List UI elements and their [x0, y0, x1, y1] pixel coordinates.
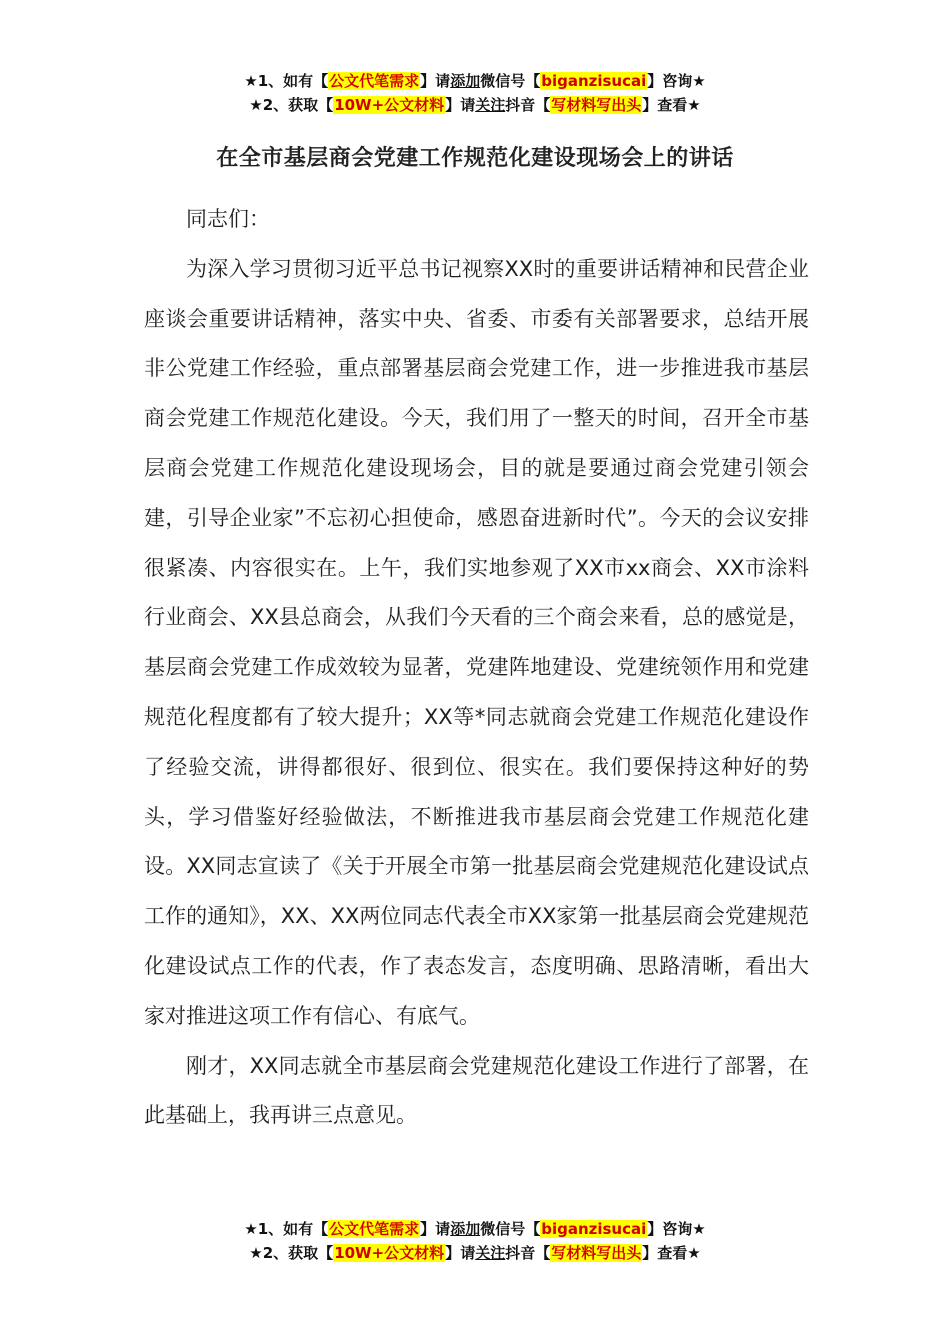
promo-highlight-douyin: 写材料写出头: [551, 96, 642, 114]
promo-line-1-suffix: 】咨询★: [647, 72, 706, 90]
top-promo-banner: [0, 69, 950, 117]
promo-line-2-mid1: 】请: [445, 1244, 476, 1262]
promo-line-2: [0, 1241, 950, 1265]
promo-line-1-prefix: ★1、如有【: [244, 1220, 329, 1238]
promo-underlined-follow: 关注: [475, 1244, 506, 1262]
promo-line-2-mid2: 抖音【: [505, 96, 551, 114]
promo-underlined-follow: 关注: [475, 96, 506, 114]
promo-line-1-mid1: 】请: [420, 1220, 451, 1238]
promo-highlight-douyin: 写材料写出头: [551, 1244, 642, 1262]
promo-line-1: [0, 1217, 950, 1241]
document-title: 在全市基层商会党建工作规范化建设现场会上的讲话: [216, 146, 734, 171]
greeting: 同志们：: [186, 207, 270, 231]
promo-line-1: [0, 69, 950, 93]
promo-line-2-mid2: 抖音【: [505, 1244, 551, 1262]
promo-highlight-ghostwriting: 公文代笔需求: [329, 1220, 420, 1238]
promo-highlight-materials: 10W+公文材料: [334, 1244, 445, 1262]
promo-underlined-add: 添加: [450, 1220, 481, 1238]
promo-line-2-mid1: 】请: [445, 96, 476, 114]
promo-line-2-suffix: 】查看★: [642, 96, 701, 114]
document-body: [144, 195, 809, 1141]
promo-line-1-suffix: 】咨询★: [647, 1220, 706, 1238]
promo-line-2-prefix: ★2、获取【: [249, 1244, 334, 1262]
promo-line-2-prefix: ★2、获取【: [249, 96, 334, 114]
promo-line-2: [0, 93, 950, 117]
promo-line-1-prefix: ★1、如有【: [244, 72, 329, 90]
promo-line-2-suffix: 】查看★: [642, 1244, 701, 1262]
promo-line-1-mid1: 】请: [420, 72, 451, 90]
promo-highlight-wechat-id: biganzisucai: [541, 72, 647, 90]
bottom-promo-banner: [0, 1217, 950, 1265]
promo-highlight-ghostwriting: 公文代笔需求: [329, 72, 420, 90]
body-paragraph-2: 刚才，XX同志就全市基层商会党建规范化建设工作进行了部署，在此基础上，我再讲三点意见。: [144, 1053, 809, 1128]
promo-underlined-add: 添加: [450, 72, 481, 90]
promo-highlight-materials: 10W+公文材料: [334, 96, 445, 114]
body-paragraph-1: 为深入学习贯彻习近平总书记视察XX时的重要讲话精神和民营企业座谈会重要讲话精神，落实中央、省委、市委有关部署要求，总结开展非公党建工作经验，重点部署基层商会党建工作，进一步推进我市基层商会党建工作规范化建设。今天，我们用了一整天的时间，召开全市基层商会党建工作规范化建设现场会，目的就是要通过商会党建引领会建，引导企业家”不忘初心担使命，感恩奋进新时代”。今天的会议安排很紧凑、内容很实在。上午，我们实地参观了XX市xx商会、XX市涂料行业商会、XX县总商会，从我们今天看的三个商会来看，总的感觉是，基层商会党建工作成效较为显著，党建阵地建设、党建统领作用和党建规范化程度都有了较大提升；XX等*同志就商会党建工作规范化建设作了经验交流，讲得都很好、很到位、很实在。我们要保持这种好的势头，学习借鉴好经验做法，不断推进我市基层商会党建工作规范化建设。XX同志宣读了《关于开展全市第一批基层商会党建规范化建设试点工作的通知》，XX、XX两位同志代表全市XX家第一批基层商会党建规范化建设试点工作的代表，作了表态发言，态度明确、思路清晰，看出大家对推进这项工作有信心、有底气。: [144, 256, 809, 1028]
promo-line-1-mid2: 微信号【: [480, 1220, 541, 1238]
promo-line-1-mid2: 微信号【: [480, 72, 541, 90]
promo-highlight-wechat-id: biganzisucai: [541, 1220, 647, 1238]
